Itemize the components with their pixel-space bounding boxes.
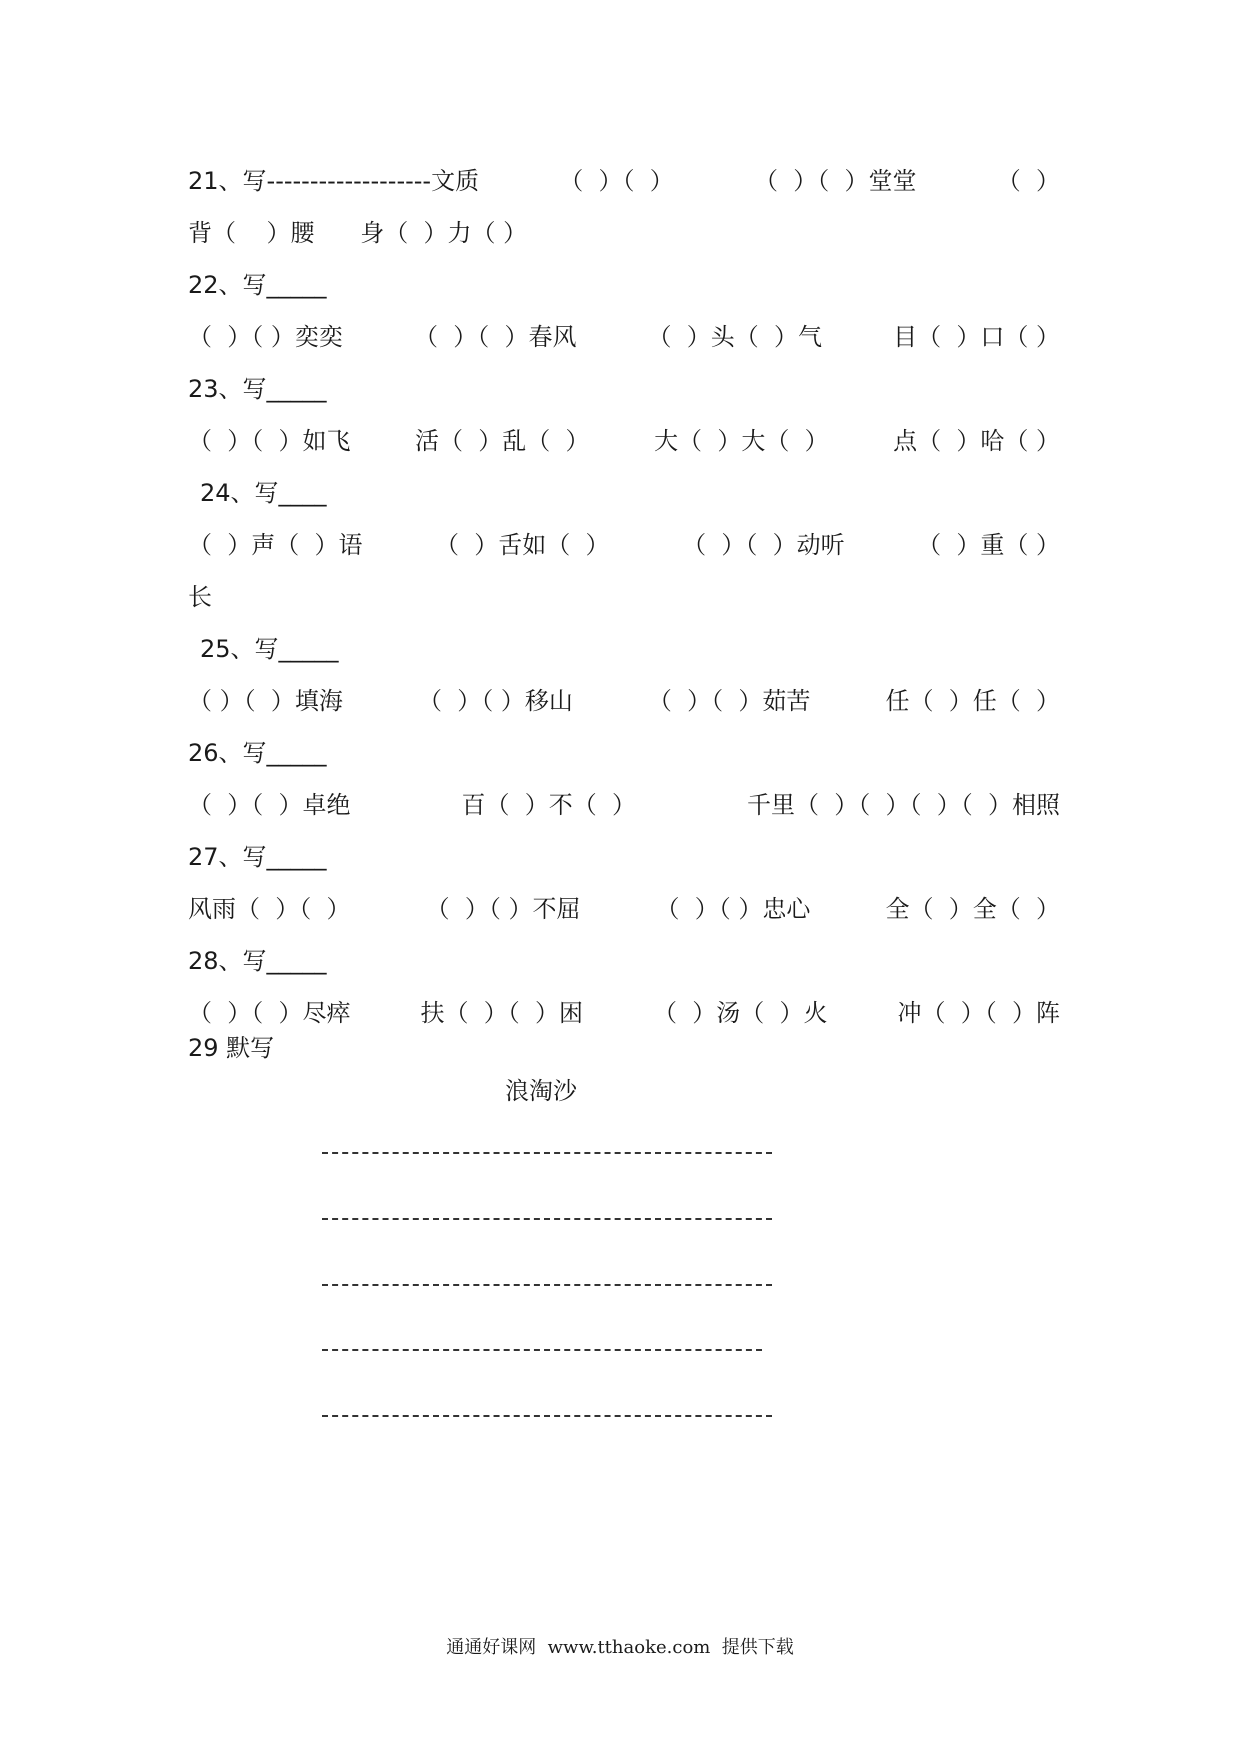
poem-blank-line-4[interactable] [322,1349,762,1351]
q25-item-3: （ ）（ ）茹苦 [647,687,811,715]
q21-part-2: （ ）（ ） [559,167,674,195]
q24-item-1: （ ）声（ ）语 [188,531,363,559]
q22-item-4: 目（ ）口（ ） [893,323,1060,351]
q25-item-1: （ ）（ ）填海 [188,687,343,715]
q23-item-3: 大（ ）大（ ） [654,427,829,455]
q28-items [188,998,1060,1028]
q22-item-2: （ ）（ ）春风 [413,323,577,351]
q25-item-2: （ ）（ ）移山 [417,687,573,715]
q24-wrap: 长 [188,583,212,611]
poem-title: 浪淘沙 [505,1077,577,1105]
q21-part-1: 21、写-------------------文质 [188,167,480,195]
q26-item-1: （ ）（ ）卓绝 [188,791,351,819]
q25-items [188,686,1060,716]
q23-item-4: 点（ ）哈（ ） [893,427,1060,455]
q27-item-3: （ ）（ ）忠心 [655,895,811,923]
q24-title: 24、写____ [200,479,327,507]
q27-item-2: （ ）（ ）不屈 [425,895,581,923]
poem-blank-line-2[interactable] [322,1218,772,1220]
q27-items [188,894,1060,924]
q26-item-2: 百（ ）不（ ） [461,791,636,819]
q22-title: 22、写_____ [188,271,327,299]
q23-item-2: 活（ ）乱（ ） [415,427,590,455]
q23-title: 23、写_____ [188,375,327,403]
q28-item-2: 扶（ ）（ ）困 [420,999,583,1027]
q28-title: 28、写_____ [188,947,327,975]
q24-item-2: （ ）舌如（ ） [435,531,610,559]
q23-items [188,426,1060,456]
q25-item-4: 任（ ）任（ ） [885,687,1060,715]
q27-item-4: 全（ ）全（ ） [885,895,1060,923]
footer-credit: 通通好课网 www.tthaoke.com 提供下载 [446,1637,794,1658]
q28-item-3: （ ）汤（ ）火 [652,999,828,1027]
q26-items [188,790,1060,820]
q24-item-4: （ ）重（ ） [917,531,1060,559]
q22-item-3: （ ）头（ ）气 [647,323,823,351]
q27-title: 27、写_____ [188,843,327,871]
q22-item-1: （ ）（ ）奕奕 [188,323,343,351]
q21-line-2: 背（ ）腰 身（ ）力（ ） [188,219,528,247]
q23-item-1: （ ）（ ）如飞 [188,427,351,455]
q29-title: 29 默写 [188,1034,275,1062]
q26-title: 26、写_____ [188,739,327,767]
q28-item-1: （ ）（ ）尽瘁 [188,999,351,1027]
poem-blank-line-3[interactable] [322,1284,772,1286]
q22-items [188,322,1060,352]
poem-blank-line-5[interactable] [322,1415,772,1417]
q24-item-3: （ ）（ ）动听 [682,531,845,559]
q25-title: 25、写_____ [200,635,339,663]
q28-item-4: 冲（ ）（ ）阵 [897,999,1060,1027]
q21-part-4: （ ） [996,167,1060,195]
q21-part-3: （ ）（ ）堂堂 [754,167,917,195]
q24-items [188,530,1060,560]
q27-item-1: 风雨（ ）（ ） [188,895,351,923]
q26-item-3: 千里（ ）（ ）（ ）（ ）相照 [746,791,1060,819]
q21-line-1 [188,166,1060,196]
poem-blank-line-1[interactable] [322,1152,772,1154]
